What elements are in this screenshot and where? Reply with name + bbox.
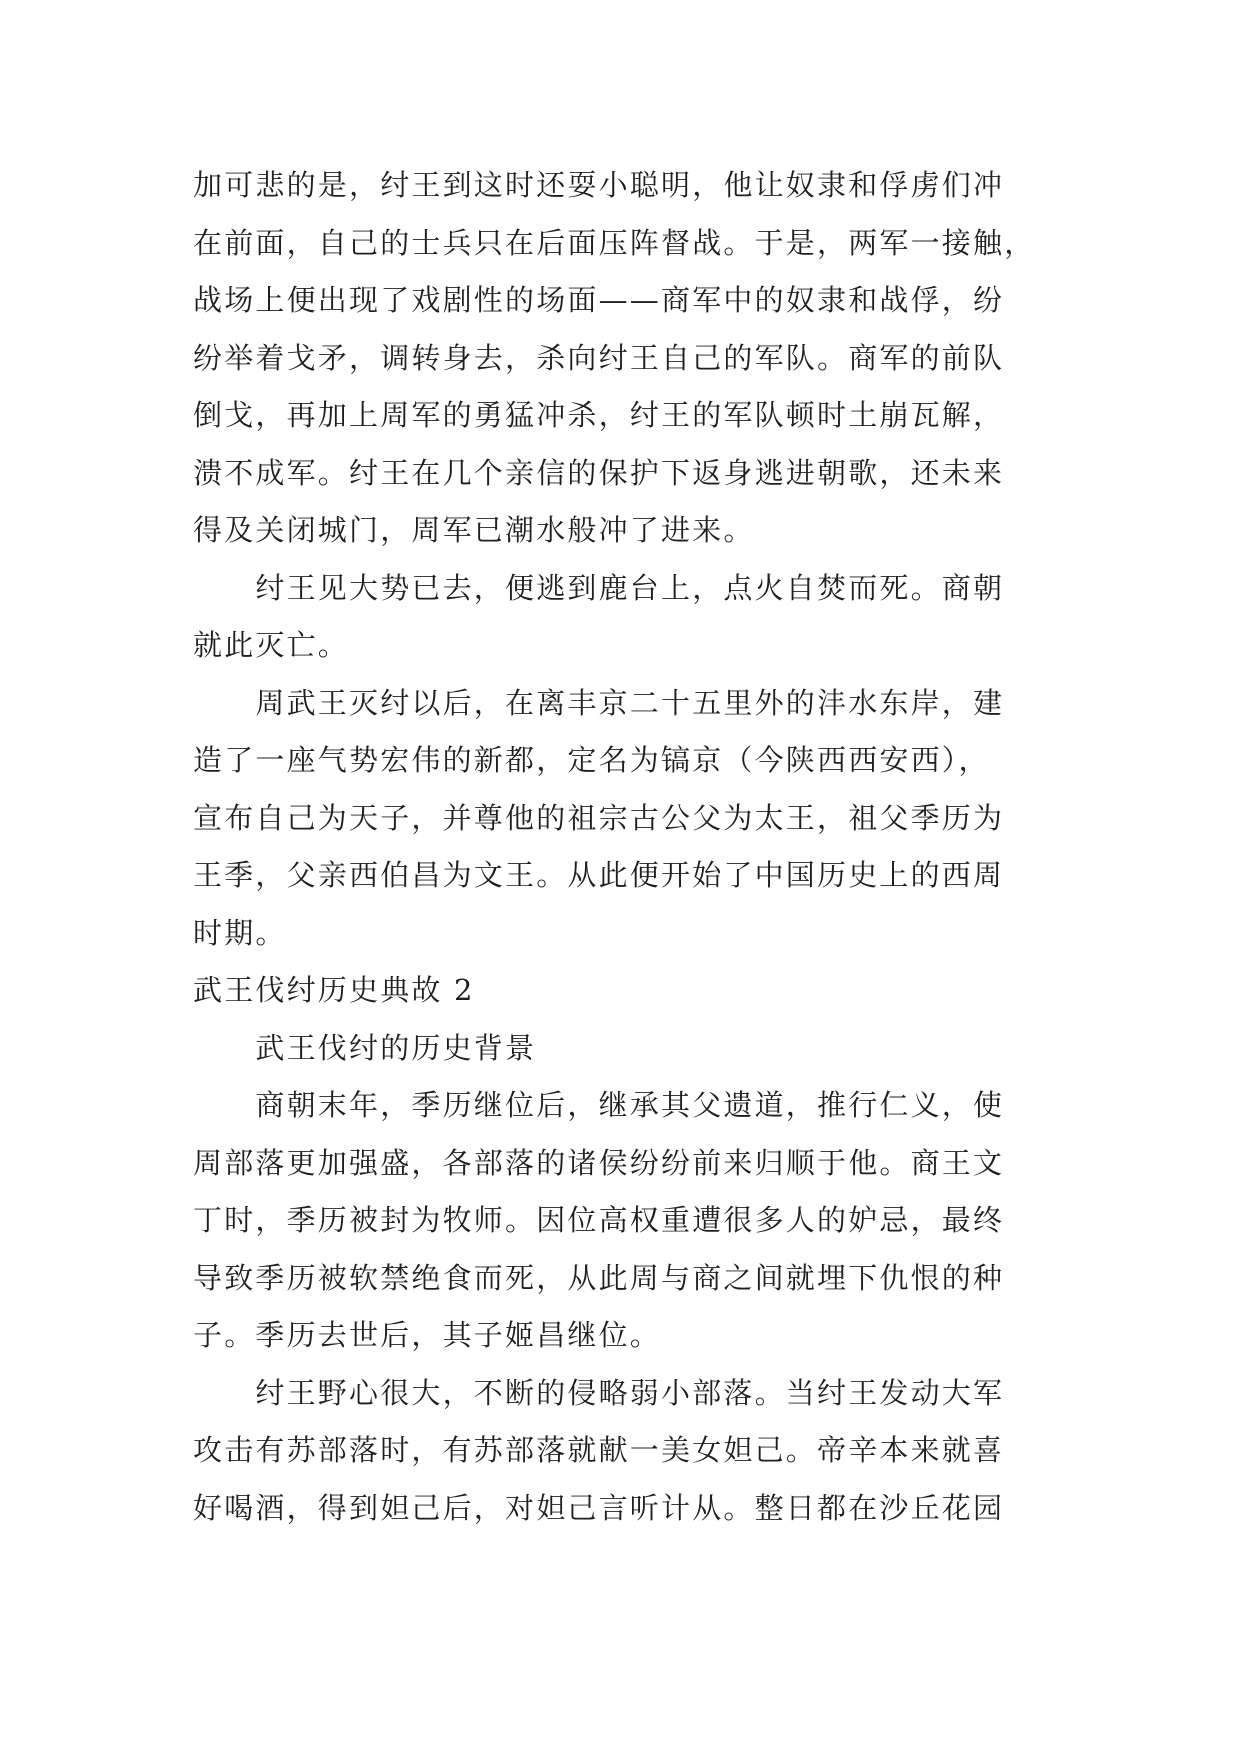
paragraph-line: 好喝酒，得到妲己后，对妲己言听计从。整日都在沙丘花园	[193, 1490, 1005, 1525]
paragraph-line: 倒戈，再加上周军的勇猛冲杀，纣王的军队顿时土崩瓦解，	[193, 398, 1005, 432]
paragraph-line: 时期。	[193, 915, 287, 950]
paragraph-line: 溃不成军。纣王在几个亲信的保护下返身逃进朝歌，还未来	[193, 455, 1005, 490]
section-heading-line: 武王伐纣的历史背景	[193, 1030, 537, 1065]
paragraph-line: 丁时，季历被封为牧师。因位高权重遭很多人的妒忌，最终	[193, 1203, 1005, 1237]
paragraph-line: 周部落更加强盛，各部落的诸侯纷纷前来归顺于他。商王文	[193, 1145, 1005, 1180]
section-heading-line: 武王伐纣历史典故 2	[193, 973, 475, 1007]
paragraph-line: 造了一座气势宏伟的新都，定名为镐京（今陕西西安西），	[193, 743, 990, 777]
paragraph-line: 商朝末年，季历继位后，继承其父遗道，推行仁义，使	[193, 1088, 1005, 1122]
document-body	[193, 157, 1053, 1537]
paragraph-line: 子。季历去世后，其子姬昌继位。	[193, 1318, 662, 1352]
paragraph-line: 在前面，自己的士兵只在后面压阵督战。于是，两军一接触，	[193, 225, 1036, 260]
paragraph-line: 纷举着戈矛，调转身去，杀向纣王自己的军队。商军的前队	[193, 340, 1005, 375]
paragraph-line: 纣王野心很大，不断的侵略弱小部落。当纣王发动大军	[193, 1375, 1005, 1410]
paragraph-line: 攻击有苏部落时，有苏部落就献一美女妲己。帝辛本来就喜	[193, 1433, 1005, 1467]
paragraph-line: 王季，父亲西伯昌为文王。从此便开始了中国历史上的西周	[193, 858, 1005, 892]
paragraph-line: 战场上便出现了戏剧性的场面——商军中的奴隶和战俘，纷	[193, 283, 1005, 317]
paragraph-line: 得及关闭城门，周军已潮水般冲了进来。	[193, 513, 755, 547]
paragraph-line: 周武王灭纣以后，在离丰京二十五里外的沣水东岸，建	[193, 685, 1005, 720]
paragraph-line: 加可悲的是，纣王到这时还耍小聪明，他让奴隶和俘虏们冲	[193, 168, 1005, 202]
paragraph-line: 纣王见大势已去，便逃到鹿台上，点火自焚而死。商朝	[193, 570, 1005, 605]
paragraph-line: 宣布自己为天子，并尊他的祖宗古公父为太王，祖父季历为	[193, 800, 1005, 835]
paragraph-line: 导致季历被软禁绝食而死，从此周与商之间就埋下仇恨的种	[193, 1260, 1005, 1295]
paragraph-line: 就此灭亡。	[193, 628, 350, 662]
